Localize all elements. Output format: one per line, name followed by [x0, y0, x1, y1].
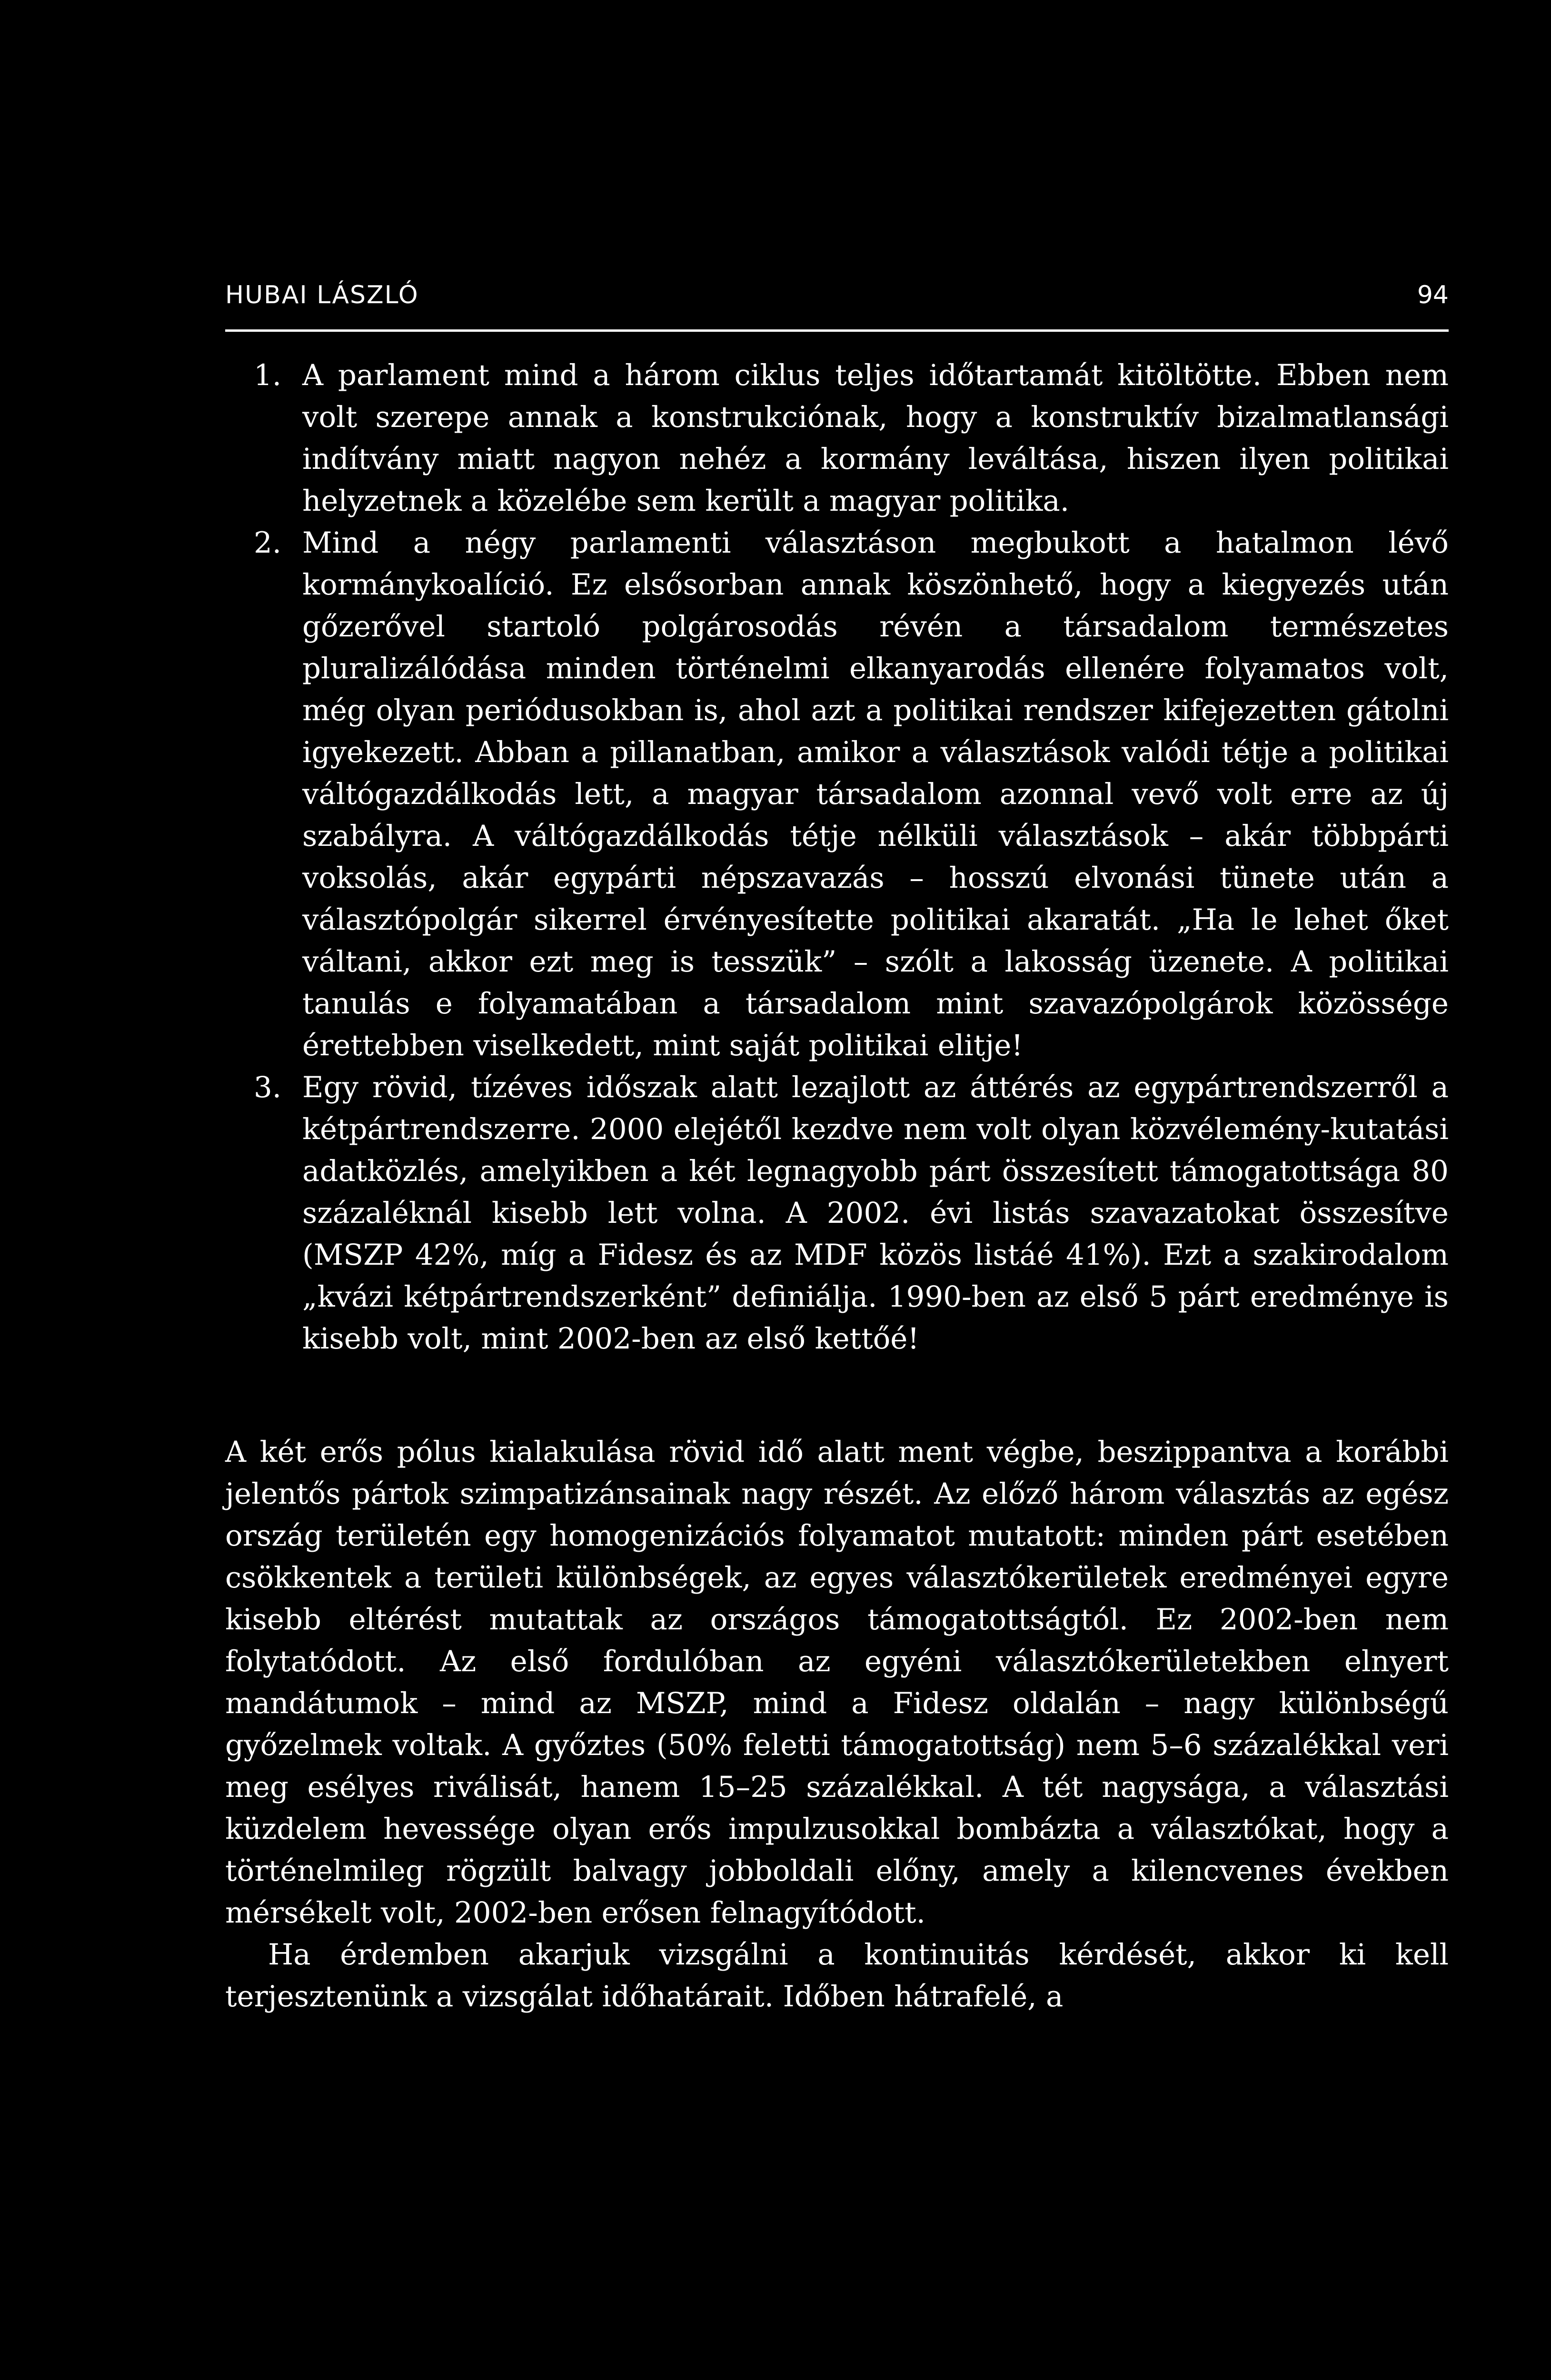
list-item: [225, 1067, 1449, 1360]
running-header: [225, 281, 1449, 319]
header-rule: [225, 329, 1449, 332]
page-content: [225, 355, 1449, 2018]
numbered-list: [225, 355, 1449, 1360]
body-paragraph: A két erős pólus kialakulása rövid idő alatt ment végbe, beszippantva a korábbi jelentős pártok szimpatizánsainak nagy részét. Az előző három választás az egész ország területén egy homogenizációs folyamatot mutatott: minden párt esetében csökkentek a területi különbségek, az egyes választókerületek eredményei egyre kisebb eltérést mutattak az országos támogatottságtól. Ez 2002-ben nem folytatódott. Az első fordulóban az egyéni választókerületekben elnyert mandátumok – mind az MSZP, mind a Fidesz oldalán – nagy különbségű győzelmek voltak. A győztes (50% feletti támogatottság) nem 5–6 százalékkal veri meg esélyes riválisát, hanem 15–25 százalékkal. A tét nagysága, a választási küzdelem hevessége olyan erős impulzusokkal bombázta a választókat, hogy a történelmileg rögzült balvagy jobboldali előny, amely a kilencvenes években mérsékelt volt, 2002-ben erősen felnagyítódott.: [225, 1435, 1449, 1930]
body-paragraph: Ha érdemben akarjuk vizsgálni a kontinuitás kérdését, akkor ki kell terjesztenünk a vizsgálat időhatárait. Időben hátrafelé, a: [225, 1938, 1449, 2013]
list-item: [225, 355, 1449, 522]
header-page-number: 94: [1417, 281, 1449, 309]
list-item-text: Mind a négy parlamenti választáson megbukott a hatalmon lévő kormánykoalíció. Ez elsősorban annak köszönhető, hogy a kiegyezés után gőzerővel startoló polgárosodás révén a társadalom természetes pluralizálódása minden történelmi elkanyarodás ellenére folyamatos volt, még olyan periódusokban is, ahol azt a politikai rendszer kifejezetten gátolni igyekezett. Abban a pillanatban, amikor a választások valódi tétje a politikai váltógazdálkodás lett, a magyar társadalom azonnal vevő volt erre az új szabályra. A váltógazdálkodás tétje nélküli választások – akár többpárti voksolás, akár egypárti népszavazás – hosszú elvonási tünete után a választópolgár sikerrel érvényesítette politikai akaratát. „Ha le lehet őket váltani, akkor ezt meg is tesszük” – szólt a lakosság üzenete. A politikai tanulás e folyamatában a társadalom mint szavazópolgárok közössége érettebben viselkedett, mint saját politikai elitje!: [302, 526, 1449, 1062]
list-item-text: Egy rövid, tízéves időszak alatt lezajlott az áttérés az egypártrendszerről a kétpártrendszerre. 2000 elejétől kezdve nem volt olyan közvélemény-kutatási adatközlés, amelyikben a két legnagyobb párt összesített támogatottsága 80 százaléknál kisebb lett volna. A 2002. évi listás szavazatokat összesítve (MSZP 42%, míg a Fidesz és az MDF közös listáé 41%). Ezt a szakirodalom „kvázi kétpártrendszerként” definiálja. 1990-ben az első 5 párt eredménye is kisebb volt, mint 2002-ben az első kettőé!: [302, 1071, 1449, 1356]
list-item-number: 3.: [254, 1071, 282, 1104]
paragraph-gap: [225, 1360, 1449, 1431]
list-item-number: 1.: [254, 358, 282, 392]
list-item-number: 2.: [254, 526, 282, 560]
header-author: HUBAI LÁSZLÓ: [225, 281, 419, 309]
list-item: [225, 522, 1449, 1067]
list-item-text: A parlament mind a három ciklus teljes időtartamát kitöltötte. Ebben nem volt szerepe annak a konstrukciónak, hogy a konstruktív bizalmatlansági indítvány miatt nagyon nehéz a kormány leváltása, hiszen ilyen politikai helyzetnek a közelébe sem került a magyar politika.: [302, 358, 1449, 518]
